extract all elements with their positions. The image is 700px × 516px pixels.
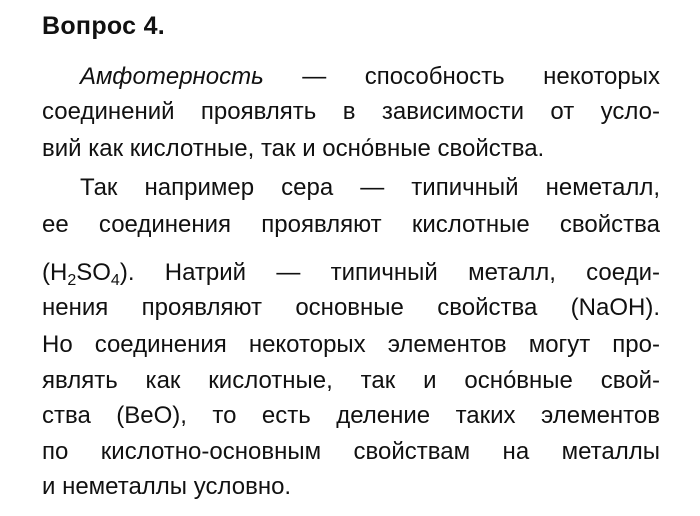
formula-open: (H [42,259,68,286]
paragraph-2-line-5: Но соединения некоторых элементов могут про- [42,331,660,358]
paragraph-2-line-1: Так например сера — типичный неметалл, [80,174,660,201]
paragraph-2-line-7: ства (BeO), то есть деление таких элементов [42,402,660,429]
formula-subscript-2: 2 [67,272,77,289]
formula-so: SO [76,259,111,286]
question-heading: Вопрос 4. [42,12,166,40]
paragraph-1-line-2: соединений проявлять в зависимости от усло- [42,98,660,125]
paragraph-1-line-1 [80,62,660,92]
paragraph-2-line-3 [42,258,660,288]
paragraph-2-line-2: ее соединения проявляют кислотные свойства [42,211,660,238]
paragraph-2-line-9: и неметаллы условно. [42,473,292,500]
paragraph-1-line-1-text: — способность некоторых [263,63,660,90]
paragraph-2-line-6: являть как кислотные, так и осно́вные свой- [42,367,660,394]
paragraph-2-line-3-text: ). Натрий — типичный металл, соеди- [119,259,660,286]
paragraph-1-line-3: вий как кислотные, так и осно́вные свойства. [42,135,545,162]
paragraph-2-line-4: нения проявляют основные свойства (NaOH). [42,294,660,321]
formula-subscript-4: 4 [110,272,120,289]
term-amphoterism: Амфотерность [80,63,264,90]
paragraph-2-line-8: по кислотно-основным свойствам на металлы [42,438,660,465]
